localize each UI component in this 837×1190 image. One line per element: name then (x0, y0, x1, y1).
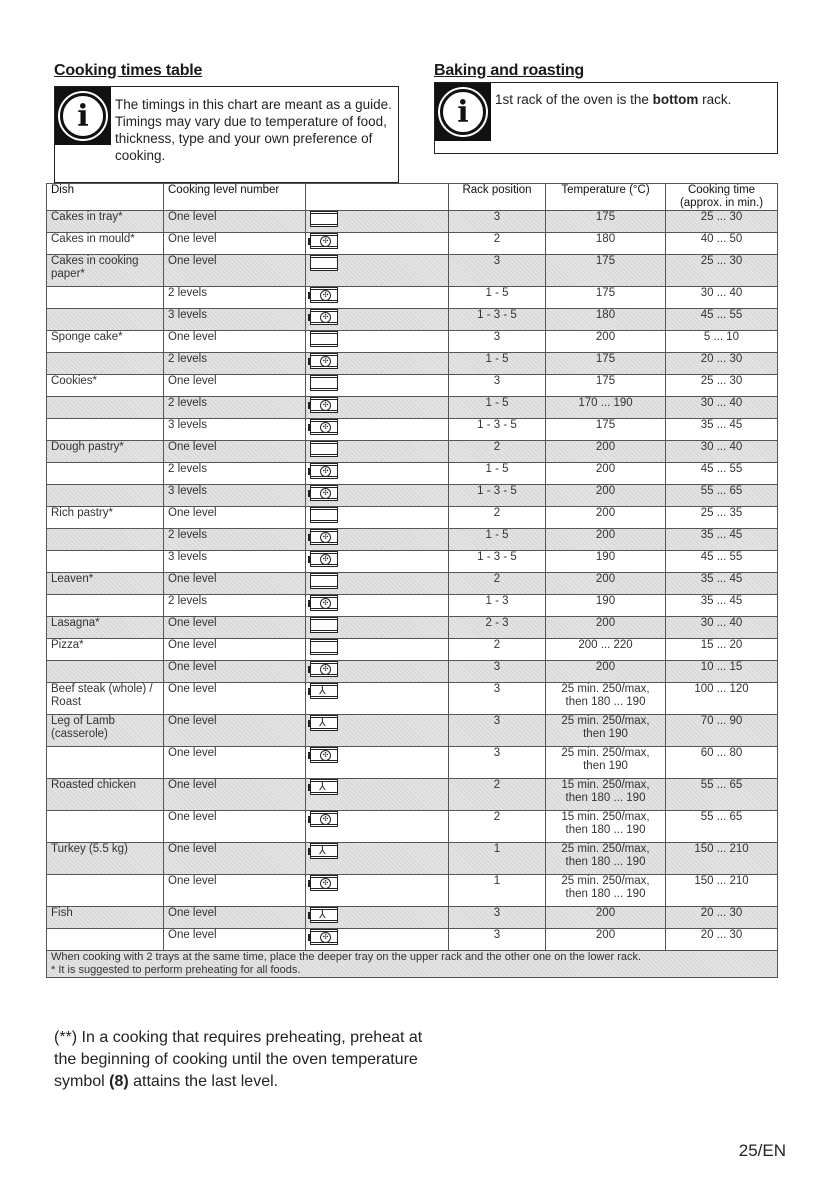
cooking-time-cell: 40 ... 50 (666, 233, 778, 255)
temperature-cell: 25 min. 250/max, then 190 (546, 747, 666, 779)
mode-cell (306, 683, 449, 715)
baking-roasting-title: Baking and roasting (434, 62, 584, 79)
level-cell: One level (164, 715, 306, 747)
fan-heat-icon: ✣ (310, 353, 338, 369)
cooking-time-cell: 20 ... 30 (666, 353, 778, 375)
temperature-cell: 200 (546, 463, 666, 485)
mode-cell (306, 929, 449, 951)
level-cell: 2 levels (164, 397, 306, 419)
info-icon: i (55, 87, 111, 145)
fan-heat-icon: ✣ (310, 595, 338, 611)
static-heat-icon (310, 573, 338, 589)
mode-cell (306, 353, 449, 375)
rack-info-text: 1st rack of the oven is the bottom rack. (495, 92, 732, 107)
fan-heat-icon: ✣ (310, 287, 338, 303)
level-cell: One level (164, 211, 306, 233)
fan-grill-icon: ✣ (310, 875, 338, 891)
rack-cell: 2 (449, 639, 546, 661)
level-cell: One level (164, 661, 306, 683)
temperature-cell: 25 min. 250/max, then 180 ... 190 (546, 843, 666, 875)
note-two-trays: When cooking with 2 trays at the same time, place the deeper tray on the upper rack and the other one on the lower rack. (51, 951, 642, 963)
cooking-time-cell: 35 ... 45 (666, 595, 778, 617)
fan-grill-icon: ✣ (310, 811, 338, 827)
table-row (47, 875, 778, 907)
fan-heat-icon: ✣ (310, 661, 338, 677)
temperature-cell: 200 ... 220 (546, 639, 666, 661)
cooking-time-cell: 35 ... 45 (666, 419, 778, 441)
fan-heat-icon: ✣ (310, 485, 338, 501)
temperature-cell: 170 ... 190 (546, 397, 666, 419)
cooking-time-cell: 25 ... 30 (666, 255, 778, 287)
rack-cell: 3 (449, 211, 546, 233)
dish-cell (47, 353, 164, 375)
grill-icon: ⅄ (310, 843, 338, 859)
temperature-cell: 180 (546, 309, 666, 331)
dish-cell: Lasagna* (47, 617, 164, 639)
rack-cell: 2 (449, 441, 546, 463)
rack-cell: 3 (449, 929, 546, 951)
level-cell: One level (164, 331, 306, 353)
rack-cell: 2 (449, 573, 546, 595)
table-row (47, 309, 778, 331)
rack-cell: 3 (449, 375, 546, 397)
dish-cell: Dough pastry* (47, 441, 164, 463)
timings-info-box (54, 86, 399, 183)
cooking-time-cell: 45 ... 55 (666, 463, 778, 485)
mode-cell (306, 419, 449, 441)
level-cell: One level (164, 507, 306, 529)
static-heat-icon (310, 331, 338, 347)
rack-cell: 2 (449, 779, 546, 811)
cooking-time-cell: 60 ... 80 (666, 747, 778, 779)
dish-cell (47, 747, 164, 779)
dish-cell (47, 529, 164, 551)
rack-cell: 1 - 3 - 5 (449, 419, 546, 441)
grill-icon: ⅄ (310, 779, 338, 795)
level-cell: One level (164, 875, 306, 907)
cooking-time-cell: 30 ... 40 (666, 441, 778, 463)
level-cell: 2 levels (164, 595, 306, 617)
fan-grill-icon: ✣ (310, 747, 338, 763)
fan-heat-icon: ✣ (310, 233, 338, 249)
dish-cell: Cakes in mould* (47, 233, 164, 255)
dish-cell: Rich pastry* (47, 507, 164, 529)
mode-cell (306, 485, 449, 507)
dish-cell: Leaven* (47, 573, 164, 595)
level-cell: 2 levels (164, 463, 306, 485)
fan-heat-icon: ✣ (310, 419, 338, 435)
temperature-cell: 200 (546, 485, 666, 507)
dish-cell (47, 419, 164, 441)
dish-cell: Pizza* (47, 639, 164, 661)
static-heat-icon (310, 507, 338, 523)
mode-cell (306, 617, 449, 639)
level-cell: One level (164, 639, 306, 661)
temperature-cell: 175 (546, 419, 666, 441)
temperature-cell: 190 (546, 551, 666, 573)
temperature-cell: 200 (546, 573, 666, 595)
rack-cell: 2 (449, 811, 546, 843)
level-cell: One level (164, 233, 306, 255)
header-cooking-time: Cooking time (approx. in min.) (666, 184, 778, 211)
mode-cell (306, 529, 449, 551)
temperature-cell: 175 (546, 255, 666, 287)
table-row (47, 233, 778, 255)
cooking-time-cell: 55 ... 65 (666, 779, 778, 811)
mode-cell (306, 875, 449, 907)
table-row (47, 551, 778, 573)
dish-cell: Leg of Lamb (casserole) (47, 715, 164, 747)
cooking-time-cell: 25 ... 30 (666, 375, 778, 397)
static-heat-icon (310, 639, 338, 655)
dish-cell (47, 309, 164, 331)
table-row (47, 463, 778, 485)
table-row (47, 255, 778, 287)
temperature-cell: 200 (546, 617, 666, 639)
header-level: Cooking level number (164, 184, 306, 211)
temperature-cell: 200 (546, 661, 666, 683)
fan-heat-icon: ✣ (310, 529, 338, 545)
rack-cell: 2 - 3 (449, 617, 546, 639)
temperature-cell: 25 min. 250/max, then 180 ... 190 (546, 683, 666, 715)
dish-cell: Roasted chicken (47, 779, 164, 811)
level-cell: One level (164, 441, 306, 463)
dish-cell: Beef steak (whole) / Roast (47, 683, 164, 715)
level-cell: One level (164, 747, 306, 779)
cooking-time-cell: 30 ... 40 (666, 397, 778, 419)
rack-cell: 1 (449, 843, 546, 875)
mode-cell (306, 843, 449, 875)
mode-cell (306, 375, 449, 397)
temperature-cell: 25 min. 250/max, then 190 (546, 715, 666, 747)
level-cell: One level (164, 255, 306, 287)
cooking-time-cell: 35 ... 45 (666, 529, 778, 551)
grill-icon: ⅄ (310, 683, 338, 699)
table-note-row (47, 951, 778, 978)
cooking-time-cell: 45 ... 55 (666, 309, 778, 331)
table-header-row (47, 184, 778, 211)
table-row (47, 907, 778, 929)
dish-cell (47, 551, 164, 573)
table-row (47, 419, 778, 441)
rack-cell: 2 (449, 507, 546, 529)
rack-cell: 1 - 5 (449, 463, 546, 485)
mode-cell (306, 463, 449, 485)
mode-cell (306, 309, 449, 331)
temperature-cell: 175 (546, 211, 666, 233)
fan-heat-icon: ✣ (310, 551, 338, 567)
header-temperature: Temperature (°C) (546, 184, 666, 211)
table-row (47, 287, 778, 309)
header-rack: Rack position (449, 184, 546, 211)
temperature-cell: 175 (546, 375, 666, 397)
level-cell: One level (164, 907, 306, 929)
rack-cell: 1 - 3 (449, 595, 546, 617)
mode-cell (306, 507, 449, 529)
rack-cell: 3 (449, 661, 546, 683)
rack-cell: 1 - 3 - 5 (449, 485, 546, 507)
cooking-times-title: Cooking times table (54, 62, 203, 79)
note-preheating: * It is suggested to perform preheating for all foods. (51, 964, 301, 976)
rack-cell: 3 (449, 331, 546, 353)
table-row (47, 485, 778, 507)
cooking-time-cell: 15 ... 20 (666, 639, 778, 661)
table-notes (47, 951, 778, 978)
temperature-cell: 190 (546, 595, 666, 617)
dish-cell (47, 287, 164, 309)
rack-cell: 1 (449, 875, 546, 907)
dish-cell (47, 875, 164, 907)
table-row (47, 683, 778, 715)
rack-cell: 3 (449, 715, 546, 747)
temperature-cell: 200 (546, 907, 666, 929)
table-row (47, 639, 778, 661)
cooking-time-cell: 150 ... 210 (666, 843, 778, 875)
mode-cell (306, 747, 449, 779)
static-heat-icon (310, 375, 338, 391)
table-row (47, 747, 778, 779)
rack-cell: 1 - 5 (449, 287, 546, 309)
rack-cell: 1 - 3 - 5 (449, 309, 546, 331)
page-number: 25/EN (738, 1141, 786, 1160)
grill-icon: ⅄ (310, 907, 338, 923)
mode-cell (306, 661, 449, 683)
cooking-time-cell: 20 ... 30 (666, 929, 778, 951)
mode-cell (306, 811, 449, 843)
cooking-time-cell: 25 ... 35 (666, 507, 778, 529)
fan-heat-icon: ✣ (310, 309, 338, 325)
rack-cell: 1 - 3 - 5 (449, 551, 546, 573)
level-cell: 2 levels (164, 353, 306, 375)
table-row (47, 661, 778, 683)
table-row (47, 779, 778, 811)
level-cell: 3 levels (164, 419, 306, 441)
mode-cell (306, 233, 449, 255)
fan-heat-icon: ✣ (310, 397, 338, 413)
temperature-cell: 200 (546, 331, 666, 353)
temperature-cell: 180 (546, 233, 666, 255)
mode-cell (306, 779, 449, 811)
level-cell: 3 levels (164, 551, 306, 573)
dish-cell: Cakes in tray* (47, 211, 164, 233)
level-cell: 3 levels (164, 485, 306, 507)
mode-cell (306, 573, 449, 595)
cooking-time-cell: 35 ... 45 (666, 573, 778, 595)
rack-cell: 1 - 5 (449, 397, 546, 419)
rack-cell: 2 (449, 233, 546, 255)
level-cell: One level (164, 811, 306, 843)
temperature-cell: 200 (546, 507, 666, 529)
table-row (47, 397, 778, 419)
info-icon: i (435, 83, 491, 141)
cooking-time-cell: 100 ... 120 (666, 683, 778, 715)
rack-cell: 1 - 5 (449, 529, 546, 551)
cooking-time-cell: 55 ... 65 (666, 811, 778, 843)
mode-cell (306, 595, 449, 617)
temperature-cell: 200 (546, 529, 666, 551)
cooking-time-cell: 150 ... 210 (666, 875, 778, 907)
dish-cell (47, 397, 164, 419)
dish-cell (47, 463, 164, 485)
table-row (47, 929, 778, 951)
dish-cell: Sponge cake* (47, 331, 164, 353)
table-row (47, 617, 778, 639)
table-row (47, 507, 778, 529)
level-cell: One level (164, 843, 306, 875)
level-cell: One level (164, 375, 306, 397)
temperature-cell: 175 (546, 287, 666, 309)
mode-cell (306, 287, 449, 309)
static-heat-icon (310, 441, 338, 457)
cooking-time-cell: 10 ... 15 (666, 661, 778, 683)
dish-cell (47, 661, 164, 683)
cooking-time-cell: 55 ... 65 (666, 485, 778, 507)
table-row (47, 441, 778, 463)
level-cell: One level (164, 573, 306, 595)
temperature-cell: 175 (546, 353, 666, 375)
level-cell: One level (164, 683, 306, 715)
dish-cell: Cakes in cooking paper* (47, 255, 164, 287)
table-row (47, 529, 778, 551)
temperature-cell: 200 (546, 441, 666, 463)
rack-info-box (434, 82, 778, 154)
mode-cell (306, 441, 449, 463)
rack-cell: 3 (449, 747, 546, 779)
level-cell: 3 levels (164, 309, 306, 331)
mode-cell (306, 715, 449, 747)
rack-cell: 1 - 5 (449, 353, 546, 375)
temperature-cell: 200 (546, 929, 666, 951)
fan-grill-icon: ✣ (310, 929, 338, 945)
table-row (47, 331, 778, 353)
table-row (47, 353, 778, 375)
dish-cell (47, 595, 164, 617)
header-dish: Dish (47, 184, 164, 211)
cooking-time-cell: 30 ... 40 (666, 617, 778, 639)
mode-cell (306, 639, 449, 661)
static-heat-icon (310, 617, 338, 633)
table-row (47, 843, 778, 875)
grill-icon: ⅄ (310, 715, 338, 731)
temperature-cell: 25 min. 250/max, then 180 ... 190 (546, 875, 666, 907)
cooking-time-cell: 20 ... 30 (666, 907, 778, 929)
mode-cell (306, 907, 449, 929)
cooking-time-cell: 70 ... 90 (666, 715, 778, 747)
cooking-time-cell: 45 ... 55 (666, 551, 778, 573)
level-cell: One level (164, 779, 306, 811)
static-heat-icon (310, 255, 338, 271)
cooking-time-cell: 30 ... 40 (666, 287, 778, 309)
level-cell: One level (164, 617, 306, 639)
dish-cell: Cookies* (47, 375, 164, 397)
table-row (47, 811, 778, 843)
rack-cell: 3 (449, 907, 546, 929)
level-cell: One level (164, 929, 306, 951)
cooking-times-table (46, 183, 778, 978)
table-row (47, 573, 778, 595)
dish-cell (47, 929, 164, 951)
cooking-time-cell: 25 ... 30 (666, 211, 778, 233)
mode-cell (306, 211, 449, 233)
dish-cell (47, 811, 164, 843)
temperature-cell: 15 min. 250/max, then 180 ... 190 (546, 811, 666, 843)
timings-info-text: The timings in this chart are meant as a guide. Timings may vary due to temperature of food, thickness, type and your own preference of cooking. (115, 97, 392, 163)
level-cell: 2 levels (164, 287, 306, 309)
mode-cell (306, 331, 449, 353)
table-row (47, 715, 778, 747)
dish-cell: Fish (47, 907, 164, 929)
mode-cell (306, 397, 449, 419)
dish-cell: Turkey (5.5 kg) (47, 843, 164, 875)
temperature-cell: 15 min. 250/max, then 180 ... 190 (546, 779, 666, 811)
header-icon (306, 184, 449, 211)
static-heat-icon (310, 211, 338, 227)
mode-cell (306, 551, 449, 573)
cooking-time-cell: 5 ... 10 (666, 331, 778, 353)
rack-cell: 3 (449, 683, 546, 715)
preheating-footnote: (**) In a cooking that requires preheating, preheat at the beginning of cooking until the oven temperature symbol (8) attains the last level. (54, 1029, 423, 1090)
level-cell: 2 levels (164, 529, 306, 551)
fan-heat-icon: ✣ (310, 463, 338, 479)
table-row (47, 595, 778, 617)
rack-cell: 3 (449, 255, 546, 287)
mode-cell (306, 255, 449, 287)
table-row (47, 211, 778, 233)
table-row (47, 375, 778, 397)
dish-cell (47, 485, 164, 507)
